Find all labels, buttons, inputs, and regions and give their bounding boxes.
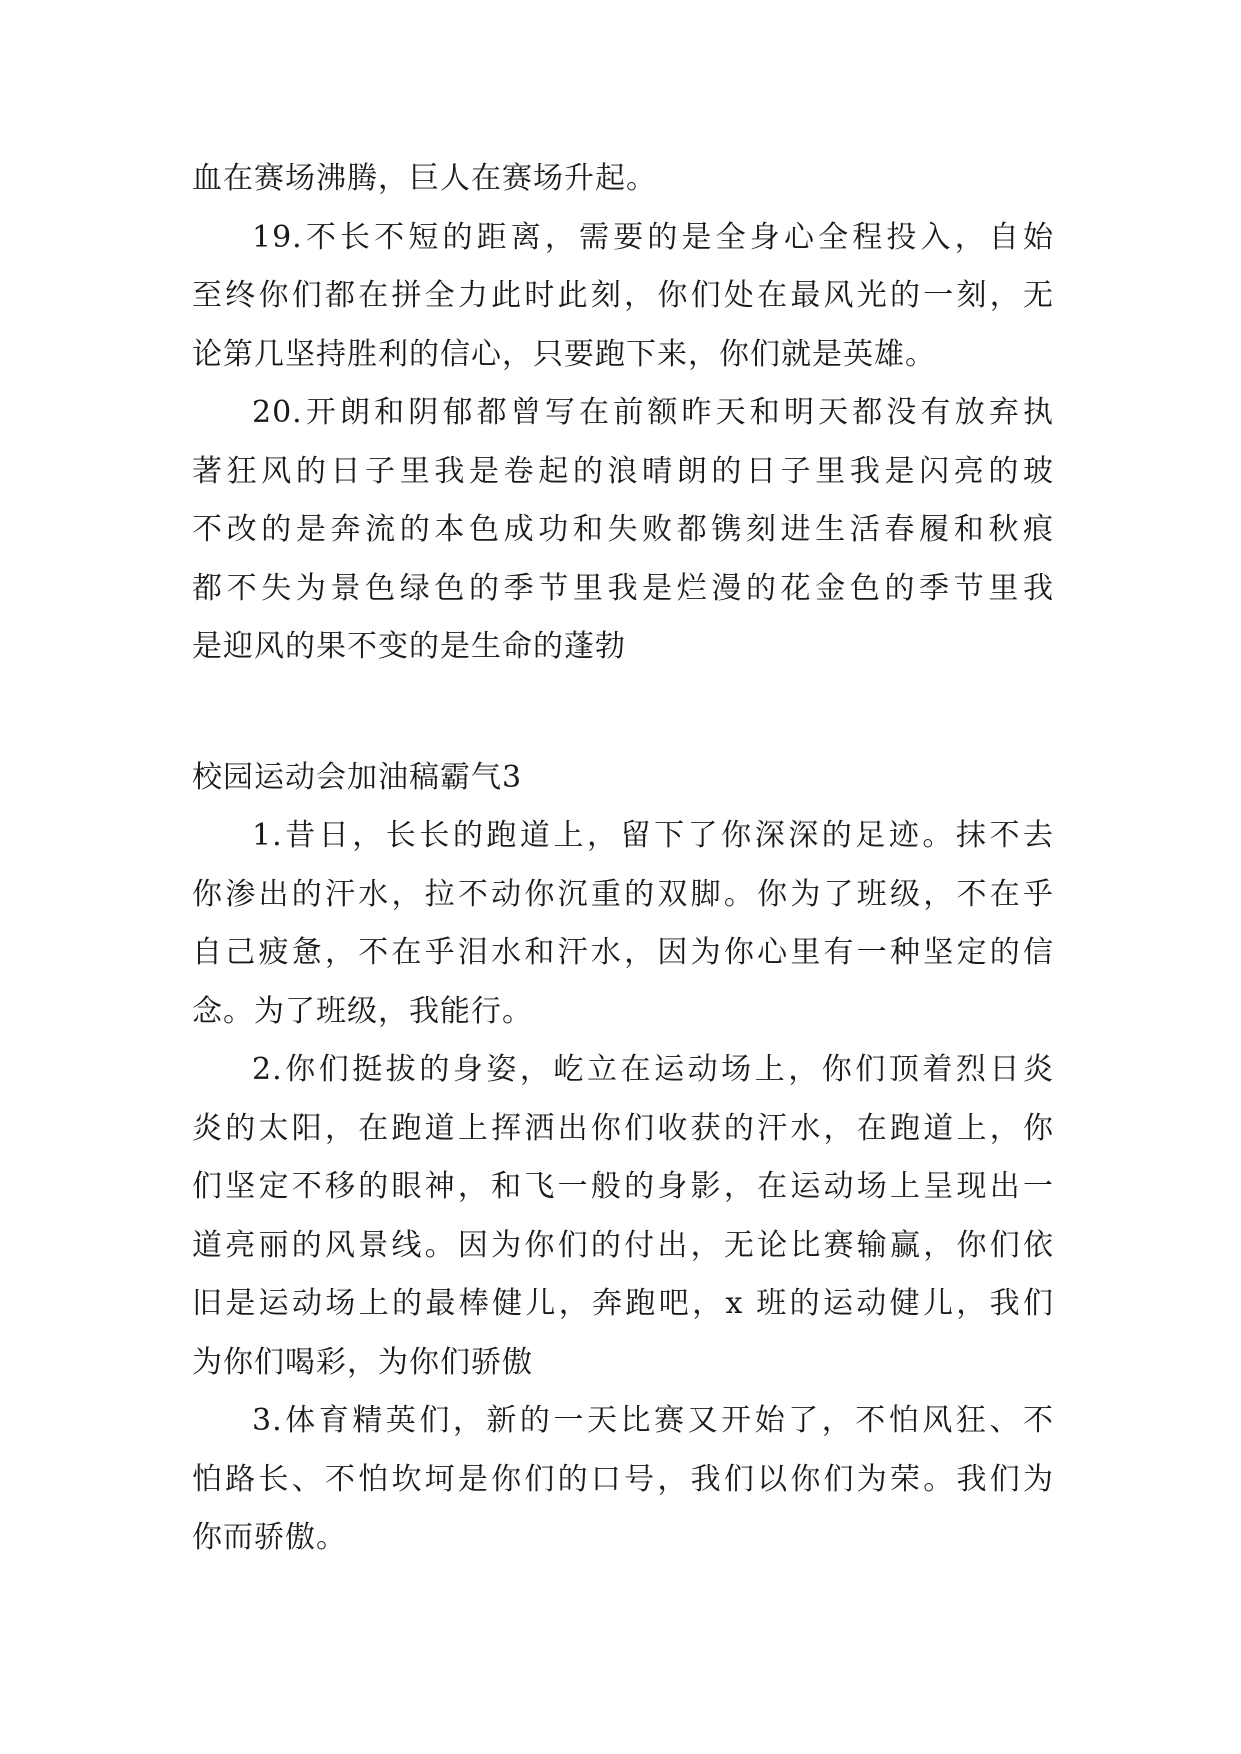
text-line: 自己疲惫，不在乎泪水和汗水，因为你心里有一种坚定的信 (192, 935, 1054, 970)
text-line: 你渗出的汗水，拉不动你沉重的双脚。你为了班级，不在乎 (192, 876, 1054, 912)
text-line: 3.体育精英们，新的一天比赛又开始了，不怕风狂、不 (252, 1403, 1054, 1438)
text-line: 道亮丽的风景线。因为你们的付出，无论比赛输赢，你们依 (192, 1227, 1054, 1263)
paragraph-item-20 (192, 384, 1054, 677)
text-line: 至终你们都在拼全力此时此刻，你们处在最风光的一刻，无 (192, 278, 1054, 313)
section-heading: 校园运动会加油稿霸气3 (192, 759, 523, 795)
paragraph-item-2 (192, 1041, 1054, 1392)
text-line: 炎的太阳，在跑道上挥洒出你们收获的汗水，在跑道上，你 (192, 1110, 1054, 1146)
paragraph-item-19 (192, 209, 1054, 385)
text-line: 们坚定不移的眼神，和飞一般的身影，在运动场上呈现出一 (192, 1169, 1054, 1204)
text-line: 念。为了班级，我能行。 (192, 993, 533, 1029)
text-line: 怕路长、不怕坎坷是你们的口号，我们以你们为荣。我们为 (192, 1461, 1054, 1497)
text-line: 你而骄傲。 (192, 1520, 347, 1555)
text-line: 论第几坚持胜利的信心，只要跑下来，你们就是英雄。 (192, 336, 936, 372)
text-line: 2.你们挺拔的身姿，屹立在运动场上，你们顶着烈日炎 (252, 1052, 1054, 1087)
text-line: 著狂风的日子里我是卷起的浪晴朗的日子里我是闪亮的玻 (192, 453, 1054, 489)
paragraph-item-3 (192, 1392, 1054, 1568)
text-line: 20.开朗和阴郁都曾写在前额昨天和明天都没有放弃执 (252, 395, 1054, 430)
text-line: 1.昔日，长长的跑道上，留下了你深深的足迹。抹不去 (252, 818, 1054, 853)
text-line: 旧是运动场上的最棒健儿，奔跑吧，x 班的运动健儿，我们 (192, 1286, 1054, 1321)
section-gap (192, 677, 1054, 749)
text-line: 为你们喝彩，为你们骄傲 (192, 1344, 533, 1380)
document-body (192, 150, 1054, 1568)
text-line: 血在赛场沸腾，巨人在赛场升起。 (192, 161, 657, 196)
paragraph-continuation (192, 150, 1054, 209)
text-line: 19.不长不短的距离，需要的是全身心全程投入，自始 (252, 219, 1054, 255)
paragraph-item-1 (192, 807, 1054, 1041)
text-line: 是迎风的果不变的是生命的蓬勃 (192, 629, 626, 664)
text-line: 都不失为景色绿色的季节里我是烂漫的花金色的季节里我 (192, 570, 1054, 606)
text-line: 不改的是奔流的本色成功和失败都镌刻进生活春履和秋痕 (192, 512, 1054, 547)
